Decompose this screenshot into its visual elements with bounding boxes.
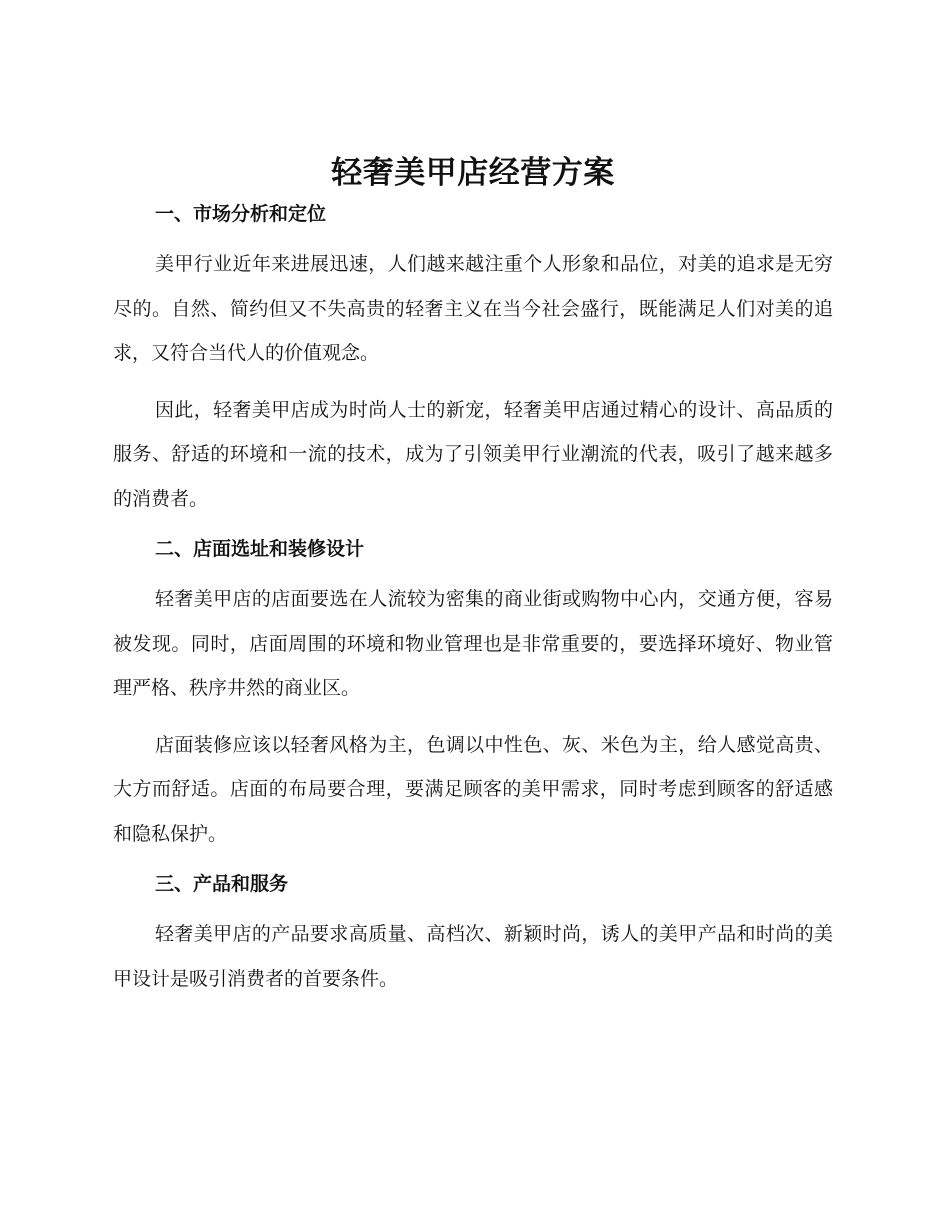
document-page: [113, 150, 833, 1013]
section-heading-store-location: 二、店面选址和装修设计: [155, 538, 365, 560]
section-heading-market: 一、市场分析和定位: [155, 203, 327, 225]
document-title: 轻奢美甲店经营方案: [331, 155, 615, 191]
paragraph: 轻奢美甲店的店面要选在人流较为密集的商业街或购物中心内，交通方便，容易被发现。同时，店面周围的环境和物业管理也是非常重要的，要选择环境好、物业管理严格、秩序井然的商业区。: [113, 588, 833, 699]
paragraph: 美甲行业近年来进展迅速，人们越来越注重个人形象和品位，对美的追求是无穷尽的。自然、简约但又不失高贵的轻奢主义在当今社会盛行，既能满足人们对美的追求，又符合当代人的价值观念。: [113, 253, 833, 364]
paragraph: 因此，轻奢美甲店成为时尚人士的新宠，轻奢美甲店通过精心的设计、高品质的服务、舒适的环境和一流的技术，成为了引领美甲行业潮流的代表，吸引了越来越多的消费者。: [113, 398, 833, 510]
section-heading-products-services: 三、产品和服务: [155, 873, 289, 895]
paragraph: 店面装修应该以轻奢风格为主，色调以中性色、灰、米色为主，给人感觉高贵、大方而舒适。店面的布局要合理，要满足顾客的美甲需求，同时考虑到顾客的舒适感和隐私保护。: [113, 733, 833, 845]
paragraph: 轻奢美甲店的产品要求高质量、高档次、新颖时尚，诱人的美甲产品和时尚的美甲设计是吸引消费者的首要条件。: [113, 923, 833, 990]
